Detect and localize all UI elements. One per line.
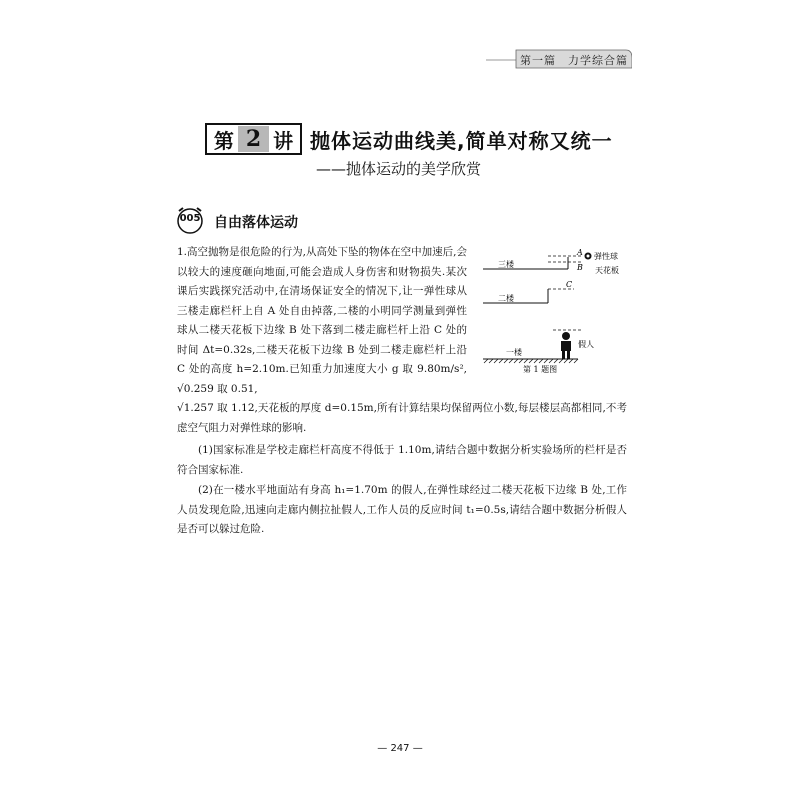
lecture-title: 抛体运动曲线美,简单对称又统一 bbox=[310, 129, 613, 153]
section-number: 005 bbox=[179, 213, 201, 224]
lecture-prefix: 第 bbox=[213, 128, 234, 153]
fig-label-a: A bbox=[577, 248, 583, 257]
lecture-subtitle: ——抛体运动的美学欣赏 bbox=[316, 160, 482, 178]
fig-floor3-label: 三楼 bbox=[498, 260, 514, 269]
fig-caption: 第 1 题图 bbox=[523, 365, 558, 374]
fig-label-b: B bbox=[577, 263, 583, 272]
problem-figure bbox=[478, 245, 628, 375]
header-text: 第一篇 力学综合篇 bbox=[520, 54, 628, 67]
lecture-number-box bbox=[205, 123, 302, 155]
ground-hatch bbox=[484, 359, 578, 363]
problem-paragraph-1: 1.高空抛物是很危险的行为,从高处下坠的物体在空中加速后,会以较大的速度砸向地面,可能会造成人身伤害和财物损失.某次课后实践探究活动中,在清场保证安全的情况下,让一弹性球从三楼走廊栏杆上自 A 处自由掉落,二楼的小明同学测量到弹性球从二楼天花板下边缘 B 处下落到二楼走廊栏杆上沿 C 处的时间 Δt=0.32s,二楼天花板下边缘 B 处到二楼走廊栏杆上沿 C 处的高度 h=2.10m.已知重力加速度大小 g 取 9.80m/s², √0.259 取 0.51, bbox=[177, 246, 467, 395]
lecture-suffix: 讲 bbox=[273, 128, 294, 153]
fig-label-c: C bbox=[566, 280, 573, 289]
fig-floor2-label: 二楼 bbox=[498, 294, 514, 303]
lecture-number: 2 bbox=[238, 126, 269, 152]
dummy-icon bbox=[561, 332, 571, 359]
section-title: 自由落体运动 bbox=[214, 215, 298, 231]
fig-ceiling-label: 天花板 bbox=[595, 266, 619, 275]
question-1: (1)国家标准是学校走廊栏杆高度不得低于 1.10m,请结合题中数据分析实验场所的栏杆是否符合国家标准. bbox=[177, 444, 627, 476]
fig-dummy-label: 假人 bbox=[578, 340, 594, 349]
page-number: — 247 — bbox=[377, 743, 423, 754]
problem-paragraph-1-continued: √1.257 取 1.12,天花板的厚度 d=0.15m,所有计算结果均保留两位小数,每层楼层高都相同,不考虑空气阻力对弹性球的影响. bbox=[177, 402, 627, 434]
question-2: (2)在一楼水平地面站有身高 h₁=1.70m 的假人,在弹性球经过二楼天花板下边缘 B 处,工作人员发现危险,迅速向走廊内侧拉扯假人,工作人员的反应时间 t₁=0.5s,请结合题中数据分析假人是否可以躲过危险. bbox=[177, 484, 627, 535]
fig-ball-label: 弹性球 bbox=[594, 252, 618, 261]
fig-floor1-label: 一楼 bbox=[506, 348, 522, 357]
